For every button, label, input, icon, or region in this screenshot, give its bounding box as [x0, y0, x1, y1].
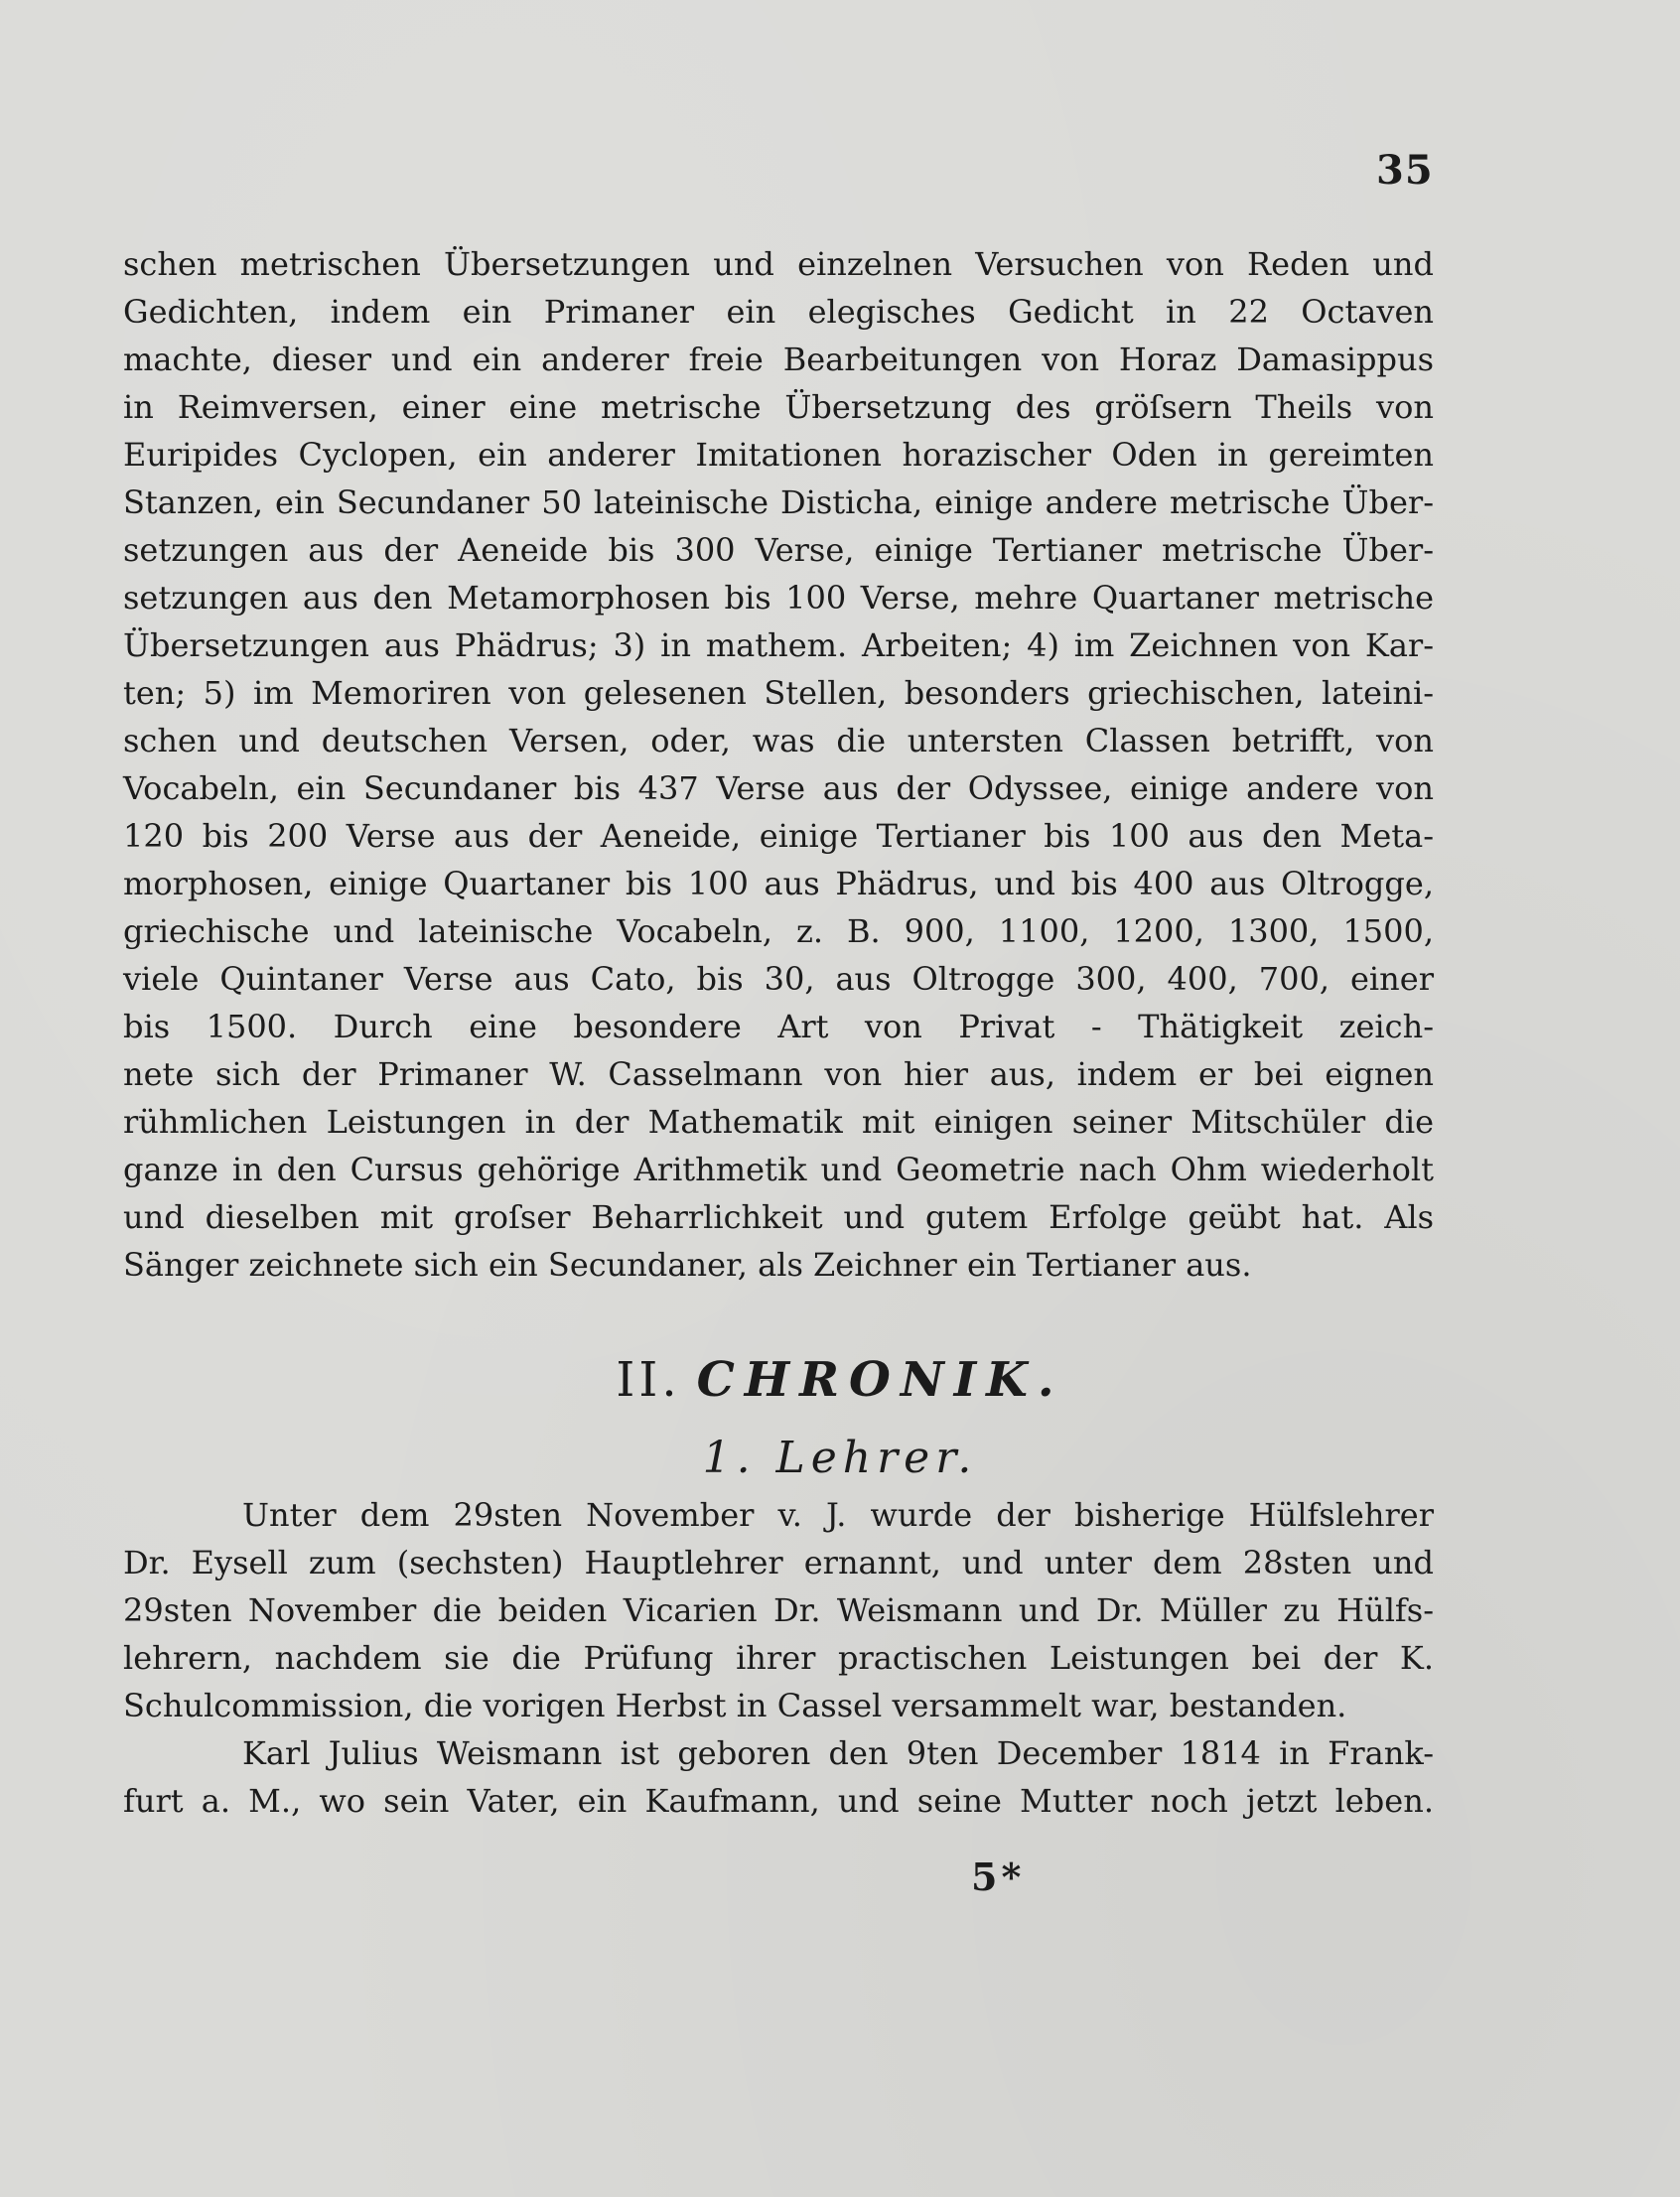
- text-line: Gedichten, indem ein Primaner ein elegisches Gedicht in 22 Octaven: [123, 293, 1434, 331]
- text-line: Dr. Eysell zum (sechsten) Hauptlehrer ernannt, und unter dem 28sten und: [123, 1544, 1434, 1581]
- chronicle-text: [123, 1491, 1434, 1825]
- paragraph-school-achievements: [123, 240, 1434, 1289]
- text-line: Karl Julius Weismann ist geboren den 9ten December 1814 in Frank-: [242, 1734, 1434, 1772]
- text-line: Euripides Cyclopen, ein anderer Imitationen horazischer Oden in gereimten: [123, 436, 1434, 474]
- text-line: Übersetzungen aus Phädrus; 3) in mathem. Arbeiten; 4) im Zeichnen von Kar-: [123, 626, 1434, 664]
- text-line: nete sich der Primaner W. Casselmann von hier aus, indem er bei eignen: [123, 1055, 1434, 1093]
- printer-signature-mark: 5*: [971, 1854, 1026, 1899]
- text-line: Unter dem 29sten November v. J. wurde der bisherige Hülfslehrer: [242, 1496, 1434, 1534]
- section-heading: [0, 1345, 1680, 1415]
- text-line: und dieselben mit groſser Beharrlichkeit und gutem Erfolge geübt hat. Als: [123, 1198, 1434, 1236]
- page-number: 35: [1376, 147, 1434, 194]
- text-line: in Reimversen, einer eine metrische Übersetzung des gröſsern Theils von: [123, 388, 1434, 426]
- text-line: 120 bis 200 Verse aus der Aeneide, einige Tertianer bis 100 aus den Meta-: [123, 817, 1434, 855]
- text-line: furt a. M., wo sein Vater, ein Kaufmann, und seine Mutter noch jetzt leben.: [123, 1782, 1434, 1820]
- text-line: schen und deutschen Versen, oder, was die untersten Classen betrifft, von: [123, 722, 1434, 759]
- paragraph-weismann-biography: [123, 1729, 1434, 1825]
- text-line: Stanzen, ein Secundaner 50 lateinische Disticha, einige andere metrische Über-: [123, 483, 1434, 521]
- section-title: CHRONIK.: [696, 1352, 1064, 1408]
- text-line: ganze in den Cursus gehörige Arithmetik und Geometrie nach Ohm wiederholt: [123, 1151, 1434, 1188]
- text-line: setzungen aus der Aeneide bis 300 Verse, einige Tertianer metrische Über-: [123, 531, 1434, 569]
- text-line: bis 1500. Durch eine besondere Art von Privat - Thätigkeit zeich-: [123, 1008, 1434, 1045]
- text-line: schen metrischen Übersetzungen und einzelnen Versuchen von Reden und: [123, 245, 1434, 283]
- text-line: 29sten November die beiden Vicarien Dr. Weismann und Dr. Müller zu Hülfs-: [123, 1591, 1434, 1629]
- text-line: rühmlichen Leistungen in der Mathematik mit einigen seiner Mitschüler die: [123, 1103, 1434, 1141]
- text-line: morphosen, einige Quartaner bis 100 aus Phädrus, und bis 400 aus Oltrogge,: [123, 865, 1434, 902]
- paragraph-teachers: [123, 1491, 1434, 1729]
- subsection-heading: 1. Lehrer.: [702, 1433, 978, 1483]
- text-line: ten; 5) im Memoriren von gelesenen Stellen, besonders griechischen, lateini-: [123, 674, 1434, 712]
- section-numeral: II.: [616, 1352, 681, 1408]
- text-line: viele Quintaner Verse aus Cato, bis 30, aus Oltrogge 300, 400, 700, einer: [123, 960, 1434, 998]
- text-line: griechische und lateinische Vocabeln, z. B. 900, 1100, 1200, 1300, 1500,: [123, 912, 1434, 950]
- text-line: Vocabeln, ein Secundaner bis 437 Verse aus der Odyssee, einige andere von: [123, 769, 1434, 807]
- text-line: Sänger zeichnete sich ein Secundaner, als Zeichner ein Tertianer aus.: [123, 1246, 1252, 1284]
- text-line: machte, dieser und ein anderer freie Bearbeitungen von Horaz Damasippus: [123, 341, 1434, 378]
- text-line: setzungen aus den Metamorphosen bis 100 Verse, mehre Quartaner metrische: [123, 579, 1434, 617]
- text-line: lehrern, nachdem sie die Prüfung ihrer practischen Leistungen bei der K.: [123, 1639, 1434, 1677]
- text-line: Schulcommission, die vorigen Herbst in Cassel versammelt war, bestanden.: [123, 1687, 1347, 1724]
